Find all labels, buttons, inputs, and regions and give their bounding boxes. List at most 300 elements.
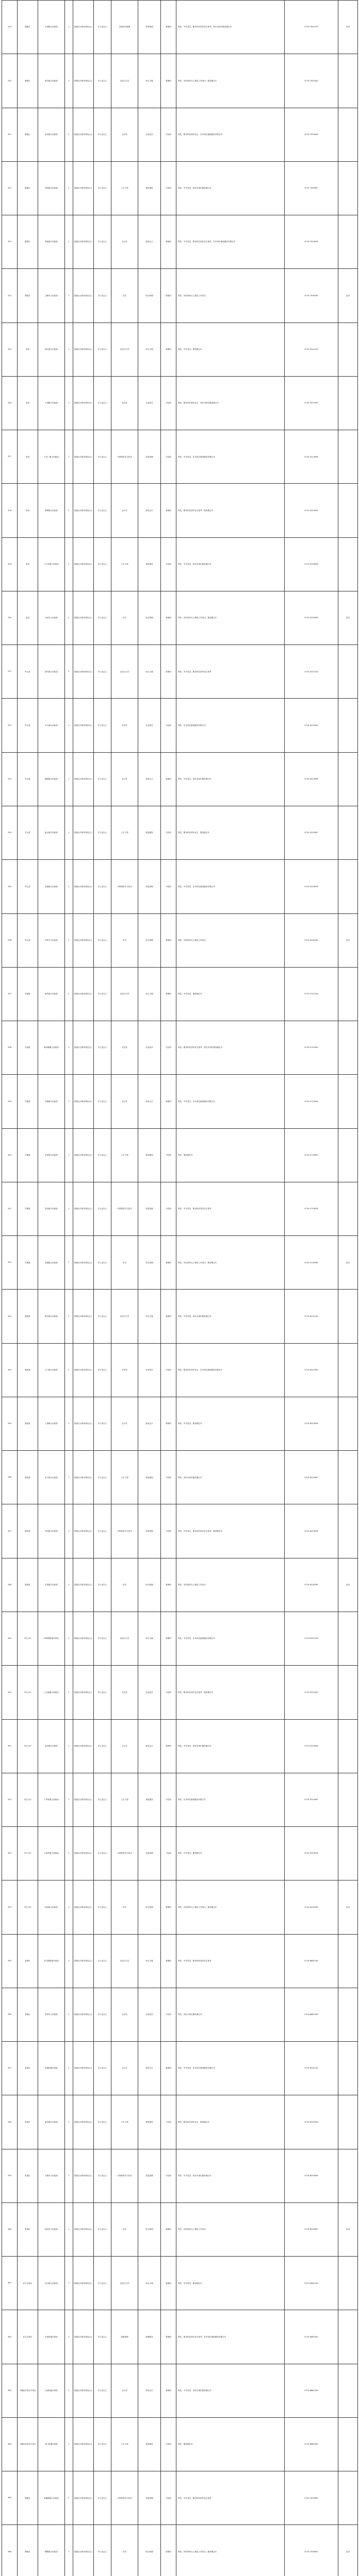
post-category: 专技岗 bbox=[161, 1666, 176, 1719]
major-requirement: 计算机科学与技术 bbox=[111, 1504, 138, 1558]
post-name: 财务会计 bbox=[138, 1397, 161, 1450]
degree-requirement: 学士及以上 bbox=[94, 2149, 111, 2202]
remark bbox=[338, 2417, 358, 2471]
post-category: 专技岗 bbox=[161, 1128, 176, 1182]
recruiting-department: 城关镇人民政府 bbox=[38, 323, 65, 376]
contact-phone: 0719-6224567 bbox=[285, 1451, 338, 1504]
education-requirement: 普通全日制本科及以上 bbox=[73, 1773, 94, 1826]
degree-requirement: 学士及以上 bbox=[94, 1612, 111, 1665]
post-name: 综合文秘 bbox=[138, 1934, 161, 1988]
post-name: 财务会计 bbox=[138, 1075, 161, 1128]
county-unit: 丹江口市 bbox=[18, 1612, 38, 1665]
recruiting-department: 西沟乡人民政府 bbox=[38, 2202, 65, 2256]
post-category: 管理岗 bbox=[161, 2202, 176, 2256]
row-number: 350 bbox=[2, 1666, 18, 1719]
major-requirement: 土木工程 bbox=[111, 806, 138, 859]
contact-phone: 0719-3222345 bbox=[285, 376, 338, 430]
remark bbox=[338, 1128, 358, 1182]
other-conditions: 男性，中共党员，须在本岗位服务满五年 bbox=[176, 2364, 285, 2417]
degree-requirement: 学士及以上 bbox=[94, 1236, 111, 1290]
table-row bbox=[2, 1773, 358, 1826]
degree-requirement: 学士及以上 bbox=[94, 215, 111, 269]
post-name: 信息管理 bbox=[138, 1182, 161, 1235]
degree-requirement: 学士及以上 bbox=[94, 1451, 111, 1504]
row-number: 331 bbox=[2, 645, 18, 699]
contact-phone: 0719-8881234 bbox=[285, 2364, 338, 2417]
education-requirement: 普通全日制本科及以上 bbox=[73, 2149, 94, 2202]
post-name: 财务会计 bbox=[138, 1719, 161, 1773]
remark: 定向 bbox=[338, 1, 358, 54]
remark: 定向 bbox=[338, 2525, 358, 2576]
remark: 定向 bbox=[338, 913, 358, 967]
row-number: 328 bbox=[2, 484, 18, 537]
post-category: 专技岗 bbox=[161, 1343, 176, 1397]
table-row bbox=[2, 1934, 358, 1988]
row-number: 364 bbox=[2, 2417, 18, 2471]
contact-phone: 0719-8662345 bbox=[285, 1988, 338, 2041]
other-conditions: 男性，限本科应届毕业生，在本单位最低服务年限五年 bbox=[176, 108, 285, 161]
recruiting-department: 城关镇人民政府 bbox=[38, 54, 65, 108]
recruiting-department: 夹河镇人民政府 bbox=[38, 1504, 65, 1558]
contact-phone: 0719-4223456 bbox=[285, 752, 338, 806]
remark bbox=[338, 484, 358, 537]
table-row bbox=[2, 1343, 358, 1397]
recruiting-department: 青曲镇人民政府 bbox=[38, 215, 65, 269]
other-conditions: 男性，服务期五年 bbox=[176, 2417, 285, 2471]
degree-requirement: 学士及以上 bbox=[94, 108, 111, 161]
major-requirement: 农学类 bbox=[111, 1021, 138, 1075]
education-requirement: 普通全日制本科及以上 bbox=[73, 161, 94, 215]
remark bbox=[338, 2310, 358, 2364]
contact-phone: 0719-8334567 bbox=[285, 2202, 338, 2256]
county-unit: 张湾区 bbox=[18, 2095, 38, 2149]
other-conditions: 男性，中共党员，服务期五年 bbox=[176, 1397, 285, 1450]
headcount: 1 bbox=[65, 1451, 73, 1504]
degree-requirement: 学士及以上 bbox=[94, 1, 111, 54]
remark: 定向 bbox=[338, 2202, 358, 2256]
post-name: 综合管理 bbox=[138, 2525, 161, 2576]
other-conditions: 男性，限本科应届毕业生，服务期五年 bbox=[176, 2095, 285, 2149]
headcount: 1 bbox=[65, 2471, 73, 2525]
degree-requirement: 学士及以上 bbox=[94, 484, 111, 537]
degree-requirement: 学士及以上 bbox=[94, 2042, 111, 2095]
post-category: 专技岗 bbox=[161, 2149, 176, 2202]
headcount: 1 bbox=[65, 645, 73, 699]
recruiting-department: 店子镇人民政府 bbox=[38, 1451, 65, 1504]
recruiting-department: 白浪街道办事处 bbox=[38, 2364, 65, 2417]
row-number: 319 bbox=[2, 1, 18, 54]
post-name: 旅游服务 bbox=[138, 2310, 161, 2364]
contact-phone: 0719-5226789 bbox=[285, 1880, 338, 1934]
education-requirement: 普通全日制本科及以上 bbox=[73, 1343, 94, 1397]
county-unit: 武当山特区 bbox=[18, 2257, 38, 2310]
degree-requirement: 学士及以上 bbox=[94, 1290, 111, 1343]
post-category: 专技岗 bbox=[161, 1021, 176, 1075]
major-requirement: 会计学 bbox=[111, 215, 138, 269]
degree-requirement: 学士及以上 bbox=[94, 269, 111, 323]
row-number: 342 bbox=[2, 1236, 18, 1290]
row-number: 337 bbox=[2, 967, 18, 1021]
county-unit: 竹溪县 bbox=[18, 1236, 38, 1290]
contact-phone: 0719-8331234 bbox=[285, 2042, 338, 2095]
major-requirement: 农学类 bbox=[111, 1343, 138, 1397]
post-category: 管理岗 bbox=[161, 2525, 176, 2576]
other-conditions: 男性，具有两年以上基层工作经历 bbox=[176, 1558, 285, 1612]
other-conditions: 男性，中共党员，须在本岗位服务满五年 bbox=[176, 537, 285, 591]
post-name: 规划建设 bbox=[138, 2417, 161, 2471]
remark bbox=[338, 2257, 358, 2310]
major-requirement: 会计学 bbox=[111, 752, 138, 806]
remark bbox=[338, 967, 358, 1021]
table-row bbox=[2, 967, 358, 1021]
county-unit: 张湾区 bbox=[18, 2149, 38, 2202]
table-row bbox=[2, 1827, 358, 1880]
post-category: 管理岗 bbox=[161, 1236, 176, 1290]
table-row bbox=[2, 860, 358, 913]
row-number: 335 bbox=[2, 860, 18, 913]
degree-requirement: 学士及以上 bbox=[94, 967, 111, 1021]
county-unit: 丹江口市 bbox=[18, 1880, 38, 1934]
county-unit: 竹山县 bbox=[18, 752, 38, 806]
major-requirement: 计算机科学与技术 bbox=[111, 1827, 138, 1880]
education-requirement: 普通全日制本科及以上 bbox=[73, 2042, 94, 2095]
remark bbox=[338, 1021, 358, 1075]
post-category: 管理岗 bbox=[161, 1075, 176, 1128]
major-requirement: 汉语言文学 bbox=[111, 54, 138, 108]
post-name: 综合文秘 bbox=[138, 54, 161, 108]
degree-requirement: 学士及以上 bbox=[94, 1075, 111, 1128]
major-requirement: 计算机科学与技术 bbox=[111, 1182, 138, 1235]
recruiting-department: 上津镇人民政府 bbox=[38, 1397, 65, 1450]
post-name: 信息管理 bbox=[138, 1504, 161, 1558]
post-name: 信息管理 bbox=[138, 860, 161, 913]
post-category: 管理岗 bbox=[161, 2364, 176, 2417]
post-category: 专技岗 bbox=[161, 699, 176, 752]
table-row bbox=[2, 1880, 358, 1934]
table-row bbox=[2, 1397, 358, 1450]
recruiting-department: 大木厂镇人民政府 bbox=[38, 430, 65, 484]
recruiting-department: 杨溪铺镇人民政府 bbox=[38, 2471, 65, 2525]
degree-requirement: 学士及以上 bbox=[94, 645, 111, 699]
major-requirement: 法学 bbox=[111, 2202, 138, 2256]
other-conditions: 男性，中共党员，在本单位最低服务年限五年 bbox=[176, 1612, 285, 1665]
county-unit: 郧阳区 bbox=[18, 54, 38, 108]
education-requirement: 普通全日制本科及以上 bbox=[73, 2417, 94, 2471]
recruiting-department: 五峰乡人民政府 bbox=[38, 269, 65, 323]
county-unit: 丹江口市 bbox=[18, 1719, 38, 1773]
county-unit: 郧阳区 bbox=[18, 108, 38, 161]
row-number: 355 bbox=[2, 1934, 18, 1988]
remark bbox=[338, 1182, 358, 1235]
remark bbox=[338, 2149, 358, 2202]
county-unit: 丹江口市 bbox=[18, 1827, 38, 1880]
education-requirement: 普通全日制本科及以上 bbox=[73, 645, 94, 699]
remark bbox=[338, 2471, 358, 2525]
post-name: 综合管理 bbox=[138, 2202, 161, 2256]
county-unit: 十堰经济技术开发区 bbox=[18, 2364, 38, 2417]
remark bbox=[338, 1504, 358, 1558]
post-name: 信息管理 bbox=[138, 2149, 161, 2202]
remark bbox=[338, 1612, 358, 1665]
contact-phone: 0719-7506789 bbox=[285, 269, 338, 323]
county-unit: 茅箭区 bbox=[18, 1934, 38, 1988]
degree-requirement: 学士及以上 bbox=[94, 860, 111, 913]
education-requirement: 普通全日制本科及以上 bbox=[73, 1451, 94, 1504]
other-conditions: 男性，中共党员，服务期五年 bbox=[176, 323, 285, 376]
degree-requirement: 学士及以上 bbox=[94, 537, 111, 591]
degree-requirement: 学士及以上 bbox=[94, 1827, 111, 1880]
headcount: 1 bbox=[65, 2417, 73, 2471]
recruitment-table bbox=[2, 0, 358, 2576]
contact-phone: 0719-5224567 bbox=[285, 1773, 338, 1826]
other-conditions: 男性，限本科应届毕业生，在本单位最低服务年限五年 bbox=[176, 1343, 285, 1397]
headcount: 1 bbox=[65, 752, 73, 806]
county-unit: 竹山县 bbox=[18, 699, 38, 752]
major-requirement: 农学类 bbox=[111, 376, 138, 430]
post-name: 综合管理 bbox=[138, 269, 161, 323]
post-category: 管理岗 bbox=[161, 1, 176, 54]
county-unit: 房县 bbox=[18, 430, 38, 484]
post-category: 专技岗 bbox=[161, 1827, 176, 1880]
headcount: 1 bbox=[65, 1773, 73, 1826]
recruiting-department: 均州路街道办事处 bbox=[38, 1612, 65, 1665]
row-number: 348 bbox=[2, 1558, 18, 1612]
county-unit: 竹溪县 bbox=[18, 1021, 38, 1075]
education-requirement: 普通全日制本科及以上 bbox=[73, 1827, 94, 1880]
post-name: 农业技术 bbox=[138, 376, 161, 430]
headcount: 1 bbox=[65, 860, 73, 913]
recruiting-department: 均县镇人民政府 bbox=[38, 1880, 65, 1934]
post-category: 管理岗 bbox=[161, 1612, 176, 1665]
post-category: 管理岗 bbox=[161, 215, 176, 269]
headcount: 1 bbox=[65, 1719, 73, 1773]
post-name: 规划建设 bbox=[138, 537, 161, 591]
post-name: 规划建设 bbox=[138, 1451, 161, 1504]
post-name: 信息管理 bbox=[138, 430, 161, 484]
degree-requirement: 学士及以上 bbox=[94, 1343, 111, 1397]
post-category: 管理岗 bbox=[161, 967, 176, 1021]
contact-phone: 0719-5662345 bbox=[285, 2310, 338, 2364]
county-unit: 竹山县 bbox=[18, 860, 38, 913]
education-requirement: 普通全日制本科及以上 bbox=[73, 2471, 94, 2525]
table-row bbox=[2, 269, 358, 323]
education-requirement: 普通全日制本科及以上 bbox=[73, 1666, 94, 1719]
row-number: 360 bbox=[2, 2202, 18, 2256]
row-number: 366 bbox=[2, 2525, 18, 2576]
county-unit: 竹山县 bbox=[18, 645, 38, 699]
recruiting-department: 官渡镇人民政府 bbox=[38, 860, 65, 913]
county-unit: 郧西县 bbox=[18, 1558, 38, 1612]
major-requirement: 计算机科学与技术 bbox=[111, 430, 138, 484]
post-category: 专技岗 bbox=[161, 2417, 176, 2471]
degree-requirement: 学士及以上 bbox=[94, 1773, 111, 1826]
headcount: 1 bbox=[65, 537, 73, 591]
remark bbox=[338, 54, 358, 108]
other-conditions: 男性，服务期五年 bbox=[176, 1128, 285, 1182]
post-name: 财务会计 bbox=[138, 215, 161, 269]
other-conditions: 男性，在本单位最低服务年限五年 bbox=[176, 1773, 285, 1826]
county-unit: 武当山特区 bbox=[18, 2310, 38, 2364]
recruiting-department: 土城镇人民政府 bbox=[38, 376, 65, 430]
post-category: 专技岗 bbox=[161, 2471, 176, 2525]
county-unit: 竹溪县 bbox=[18, 1182, 38, 1235]
remark bbox=[338, 1827, 358, 1880]
other-conditions: 男性，具有两年以上基层工作经历 bbox=[176, 913, 285, 967]
recruiting-department: 花果街道办事处 bbox=[38, 2042, 65, 2095]
headcount: 1 bbox=[65, 1343, 73, 1397]
remark bbox=[338, 2042, 358, 2095]
post-category: 专技岗 bbox=[161, 537, 176, 591]
major-requirement: 会计学 bbox=[111, 1719, 138, 1773]
major-requirement: 会计学 bbox=[111, 2364, 138, 2417]
recruiting-department: 茶店镇人民政府 bbox=[38, 108, 65, 161]
headcount: 1 bbox=[65, 1880, 73, 1934]
recruiting-department: 沙河乡人民政府 bbox=[38, 591, 65, 645]
post-name: 综合文秘 bbox=[138, 1290, 161, 1343]
headcount: 1 bbox=[65, 1612, 73, 1665]
headcount: 1 bbox=[65, 1827, 73, 1880]
post-category: 专技岗 bbox=[161, 161, 176, 215]
other-conditions: 男性，中共党员，限本科应届毕业生报考，在本单位最低服务年限五年 bbox=[176, 215, 285, 269]
degree-requirement: 学士及以上 bbox=[94, 2364, 111, 2417]
other-conditions: 男性，中共党员，在本单位最低服务年限五年 bbox=[176, 2042, 285, 2095]
headcount: 1 bbox=[65, 323, 73, 376]
education-requirement: 普通全日制本科及以上 bbox=[73, 1558, 94, 1612]
remark bbox=[338, 752, 358, 806]
post-category: 管理岗 bbox=[161, 1934, 176, 1988]
recruiting-department: 溢水镇人民政府 bbox=[38, 806, 65, 859]
recruiting-department: 六里坪镇人民政府 bbox=[38, 1827, 65, 1880]
headcount: 1 bbox=[65, 1128, 73, 1182]
contact-phone: 0719-4225678 bbox=[285, 860, 338, 913]
education-requirement: 普通全日制本科及以上 bbox=[73, 1290, 94, 1343]
contact-phone: 0719-7503456 bbox=[285, 108, 338, 161]
row-number: 357 bbox=[2, 2042, 18, 2095]
headcount: 1 bbox=[65, 215, 73, 269]
post-category: 专技岗 bbox=[161, 430, 176, 484]
headcount: 1 bbox=[65, 108, 73, 161]
remark bbox=[338, 537, 358, 591]
county-unit: 张湾区 bbox=[18, 2202, 38, 2256]
recruiting-department: 丁家营镇人民政府 bbox=[38, 1773, 65, 1826]
contact-phone: 0719-5221234 bbox=[285, 1612, 338, 1665]
degree-requirement: 学士及以上 bbox=[94, 161, 111, 215]
headcount: 1 bbox=[65, 430, 73, 484]
degree-requirement: 学士及以上 bbox=[94, 2095, 111, 2149]
other-conditions: 男性，中共党员，须在本岗位服务满五年 bbox=[176, 1719, 285, 1773]
contact-phone: 0719-2723456 bbox=[285, 1075, 338, 1128]
table-row bbox=[2, 1558, 358, 1612]
table-row bbox=[2, 2364, 358, 2417]
post-category: 专技岗 bbox=[161, 1773, 176, 1826]
headcount: 1 bbox=[65, 1290, 73, 1343]
county-unit: 房县 bbox=[18, 591, 38, 645]
post-category: 专技岗 bbox=[161, 1988, 176, 2041]
degree-requirement: 学士及以上 bbox=[94, 2310, 111, 2364]
education-requirement: 普通全日制本科及以上 bbox=[73, 1182, 94, 1235]
other-conditions: 男性，中共党员，须在本岗位服务满五年 bbox=[176, 752, 285, 806]
recruiting-department: 城关镇人民政府 bbox=[38, 1290, 65, 1343]
other-conditions: 男性，具有两年以上基层工作经历 bbox=[176, 2202, 285, 2256]
post-name: 综合管理 bbox=[138, 591, 161, 645]
remark bbox=[338, 1773, 358, 1826]
recruiting-department: 宝丰镇人民政府 bbox=[38, 699, 65, 752]
county-unit: 郧西县 bbox=[18, 1290, 38, 1343]
major-requirement: 法学 bbox=[111, 591, 138, 645]
remark: 定向 bbox=[338, 591, 358, 645]
recruiting-department: 茅塔乡人民政府 bbox=[38, 1988, 65, 2041]
major-requirement: 土木工程 bbox=[111, 537, 138, 591]
education-requirement: 普通全日制本科及以上 bbox=[73, 1, 94, 54]
other-conditions: 男性，限本科应届毕业生报考，须在本岗位服务满五年 bbox=[176, 1021, 285, 1075]
major-requirement: 会计学 bbox=[111, 1397, 138, 1450]
post-category: 管理岗 bbox=[161, 2257, 176, 2310]
headcount: 1 bbox=[65, 2310, 73, 2364]
remark bbox=[338, 2364, 358, 2417]
contact-phone: 0719-2725678 bbox=[285, 1182, 338, 1235]
major-requirement: 汉语言文学 bbox=[111, 1612, 138, 1665]
headcount: 1 bbox=[65, 1, 73, 54]
education-requirement: 普通全日制本科及以上 bbox=[73, 376, 94, 430]
degree-requirement: 学士及以上 bbox=[94, 1128, 111, 1182]
post-name: 综合文秘 bbox=[138, 323, 161, 376]
post-category: 管理岗 bbox=[161, 1558, 176, 1612]
degree-requirement: 学士及以上 bbox=[94, 2525, 111, 2576]
recruiting-department: 太和街道办事处 bbox=[38, 2310, 65, 2364]
education-requirement: 普通全日制本科及以上 bbox=[73, 1880, 94, 1934]
major-requirement: 法学 bbox=[111, 1236, 138, 1290]
post-name: 规划建设 bbox=[138, 2095, 161, 2149]
row-number: 329 bbox=[2, 537, 18, 591]
other-conditions: 男性，中共党员，限本科应届毕业生报考 bbox=[176, 1182, 285, 1235]
county-unit: 郧阳区 bbox=[18, 269, 38, 323]
contact-phone: 0719-8333456 bbox=[285, 2149, 338, 2202]
county-unit: 郧西县 bbox=[18, 1397, 38, 1450]
table-row bbox=[2, 1719, 358, 1773]
major-requirement: 计算机科学与技术 bbox=[111, 860, 138, 913]
degree-requirement: 学士及以上 bbox=[94, 1880, 111, 1934]
degree-requirement: 学士及以上 bbox=[94, 376, 111, 430]
row-number: 345 bbox=[2, 1397, 18, 1450]
degree-requirement: 学士及以上 bbox=[94, 752, 111, 806]
remark bbox=[338, 108, 358, 161]
major-requirement: 农学类 bbox=[111, 1988, 138, 2041]
contact-phone: 0719-4222345 bbox=[285, 699, 338, 752]
other-conditions: 男性，中共党员，在本单位最低服务年限五年 bbox=[176, 860, 285, 913]
other-conditions: 男性，中共党员，限本科应届毕业生报考 bbox=[176, 645, 285, 699]
table-row bbox=[2, 1, 358, 54]
county-unit: 郧西县 bbox=[18, 1343, 38, 1397]
contact-phone: 0719-7501234 bbox=[285, 1, 338, 54]
degree-requirement: 学士及以上 bbox=[94, 2417, 111, 2471]
headcount: 1 bbox=[65, 2525, 73, 2576]
row-number: 341 bbox=[2, 1182, 18, 1235]
row-number: 349 bbox=[2, 1612, 18, 1665]
row-number: 322 bbox=[2, 161, 18, 215]
contact-phone: 0719-7505678 bbox=[285, 215, 338, 269]
county-unit: 丹江口市 bbox=[18, 1666, 38, 1719]
headcount: 1 bbox=[65, 2257, 73, 2310]
post-name: 农业技术 bbox=[138, 1666, 161, 1719]
row-number: 351 bbox=[2, 1719, 18, 1773]
other-conditions: 男性，中共党员，服务期五年 bbox=[176, 2257, 285, 2310]
post-category: 管理岗 bbox=[161, 752, 176, 806]
education-requirement: 普通全日制本科及以上 bbox=[73, 1397, 94, 1450]
county-unit: 茅箭区 bbox=[18, 1988, 38, 2041]
post-name: 规划建设 bbox=[138, 806, 161, 859]
other-conditions: 男性，在本单位最低服务年限五年 bbox=[176, 699, 285, 752]
county-unit: 竹山县 bbox=[18, 913, 38, 967]
